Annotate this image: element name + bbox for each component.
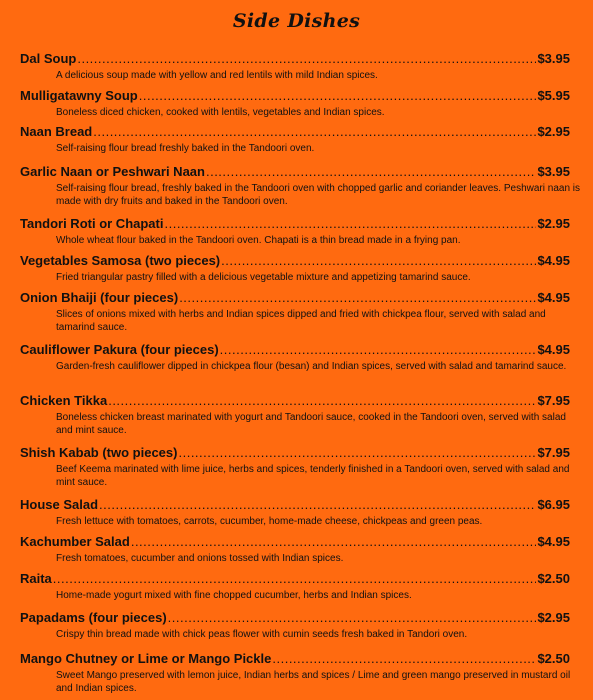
menu-item-description: Garden-fresh cauliflower dipped in chickpea flour (besan) and Indian spices, served with salad and tamarind sauce.: [56, 361, 567, 372]
dot-leader: [178, 445, 536, 461]
dot-leader: [139, 88, 537, 104]
menu-item-price: $4.95: [537, 342, 570, 357]
menu-item-kachumber-salad: [20, 534, 570, 565]
menu-item-name: Papadams (four pieces): [20, 610, 167, 625]
menu-item-header: [20, 88, 570, 104]
dot-leader: [99, 497, 536, 513]
menu-item-name: Mango Chutney or Lime or Mango Pickle: [20, 651, 272, 666]
menu-item-name: Shish Kabab (two pieces): [20, 445, 178, 460]
dot-leader: [108, 393, 536, 409]
menu-item-name: Chicken Tikka: [20, 393, 108, 408]
menu-item-header: [20, 497, 570, 513]
menu-item-description: Sweet Mango preserved with lemon juice, Indian herbs and spices / Lime and green mango preserved in mustard oil and Indian spices.: [56, 670, 571, 694]
menu-item-price: $5.95: [537, 88, 570, 103]
menu-item-price: $4.95: [537, 290, 570, 305]
menu-item-description: A delicious soup made with yellow and red lentils with mild Indian spices.: [56, 70, 378, 81]
menu-item-header: [20, 571, 570, 587]
menu-item-name: Garlic Naan or Peshwari Naan: [20, 164, 205, 179]
menu-item-name: Naan Bread: [20, 124, 93, 139]
menu-item-name: Onion Bhaiji (four pieces): [20, 290, 179, 305]
menu-item-mulligatawny-soup: [20, 88, 570, 119]
menu-item-naan-bread: [20, 124, 570, 155]
menu-item-name: Raita: [20, 571, 52, 586]
menu-item-description: Boneless chicken breast marinated with yogurt and Tandoori sauce, cooked in the Tandoori oven, served with salad and mint sauce.: [56, 412, 566, 436]
dot-leader: [206, 164, 536, 180]
menu-item-cauliflower-pakura: [20, 342, 570, 373]
menu-item-raita: [20, 571, 570, 602]
menu-item-description: Beef Keema marinated with lime juice, herbs and spices, tenderly finished in a Tandoori oven, served with salad and mint sauce.: [56, 464, 570, 488]
menu-item-name: Mulligatawny Soup: [20, 88, 138, 103]
menu-item-price: $4.95: [537, 253, 570, 268]
menu-item-description: Fresh lettuce with tomatoes, carrots, cucumber, home-made cheese, chickpeas and green peas.: [56, 516, 483, 527]
menu-item-price: $2.95: [537, 610, 570, 625]
menu-item-shish-kabab: [20, 445, 570, 489]
menu-item-price: $7.95: [537, 393, 570, 408]
menu-item-price: $2.95: [537, 216, 570, 231]
menu-item-name: Kachumber Salad: [20, 534, 130, 549]
page-title: Side Dishes: [232, 10, 361, 32]
menu-item-header: [20, 445, 570, 461]
menu-item-description: Whole wheat flour baked in the Tandoori oven. Chapati is a thin bread made in a frying pan.: [56, 235, 461, 246]
dot-leader: [164, 216, 536, 232]
dot-leader: [221, 253, 536, 269]
menu-item-name: Cauliflower Pakura (four pieces): [20, 342, 219, 357]
menu-item-description: Boneless diced chicken, cooked with lentils, vegetables and Indian spices.: [56, 107, 385, 118]
menu-item-name: Tandori Roti or Chapati: [20, 216, 164, 231]
menu-item-garlic-naan: [20, 164, 581, 208]
menu-item-vegetables-samosa: [20, 253, 570, 284]
menu-item-house-salad: [20, 497, 570, 528]
menu-item-header: [20, 534, 570, 550]
menu-item-header: [20, 342, 570, 358]
menu-item-dal-soup: [20, 51, 570, 82]
menu-item-price: $3.95: [537, 51, 570, 66]
menu-item-header: [20, 651, 570, 667]
menu-item-header: [20, 51, 570, 67]
menu-item-header: [20, 253, 570, 269]
menu-item-description: Home-made yogurt mixed with fine chopped cucumber, herbs and Indian spices.: [56, 590, 412, 601]
menu-item-description: Fried triangular pastry filled with a delicious vegetable mixture and appetizing tamarind sauce.: [56, 272, 471, 283]
dot-leader: [168, 610, 537, 626]
menu-item-header: [20, 290, 570, 306]
menu-item-description: Slices of onions mixed with herbs and Indian spices dipped and fried with chickpea flour, served with salad and tamarind sauce.: [56, 309, 546, 333]
menu-item-price: $2.95: [537, 124, 570, 139]
menu-item-tandori-roti: [20, 216, 570, 247]
dot-leader: [131, 534, 537, 550]
dot-leader: [93, 124, 536, 140]
menu-item-name: House Salad: [20, 497, 99, 512]
menu-item-price: $2.50: [537, 651, 570, 666]
menu-item-papadams: [20, 610, 570, 641]
menu-item-price: $2.50: [537, 571, 570, 586]
menu-item-description: Fresh tomatoes, cucumber and onions tossed with Indian spices.: [56, 553, 344, 564]
menu-item-name: Vegetables Samosa (two pieces): [20, 253, 221, 268]
menu-item-header: [20, 164, 570, 180]
menu-item-price: $4.95: [537, 534, 570, 549]
menu-item-onion-bhaiji: [20, 290, 570, 334]
dot-leader: [272, 651, 536, 667]
menu-item-header: [20, 610, 570, 626]
menu-item-description: Self-raising flour bread freshly baked in the Tandoori oven.: [56, 143, 315, 154]
menu-item-price: $3.95: [537, 164, 570, 179]
menu-item-mango-chutney: [20, 651, 570, 695]
menu-item-header: [20, 216, 570, 232]
dot-leader: [77, 51, 536, 67]
dot-leader: [179, 290, 536, 306]
menu-item-header: [20, 393, 570, 409]
menu-item-description: Self-raising flour bread, freshly baked in the Tandoori oven with chopped garlic and coriander leaves. Peshwari naan is made with dry fruits and baked in the Tandoori oven.: [56, 183, 581, 207]
menu-item-price: $7.95: [537, 445, 570, 460]
dot-leader: [53, 571, 537, 587]
menu-item-header: [20, 124, 570, 140]
dot-leader: [220, 342, 537, 358]
menu-item-price: $6.95: [537, 497, 570, 512]
menu-item-chicken-tikka: [20, 393, 570, 437]
menu-item-name: Dal Soup: [20, 51, 77, 66]
menu-item-description: Crispy thin bread made with chick peas flower with cumin seeds fresh baked in Tandori oven.: [56, 629, 468, 640]
